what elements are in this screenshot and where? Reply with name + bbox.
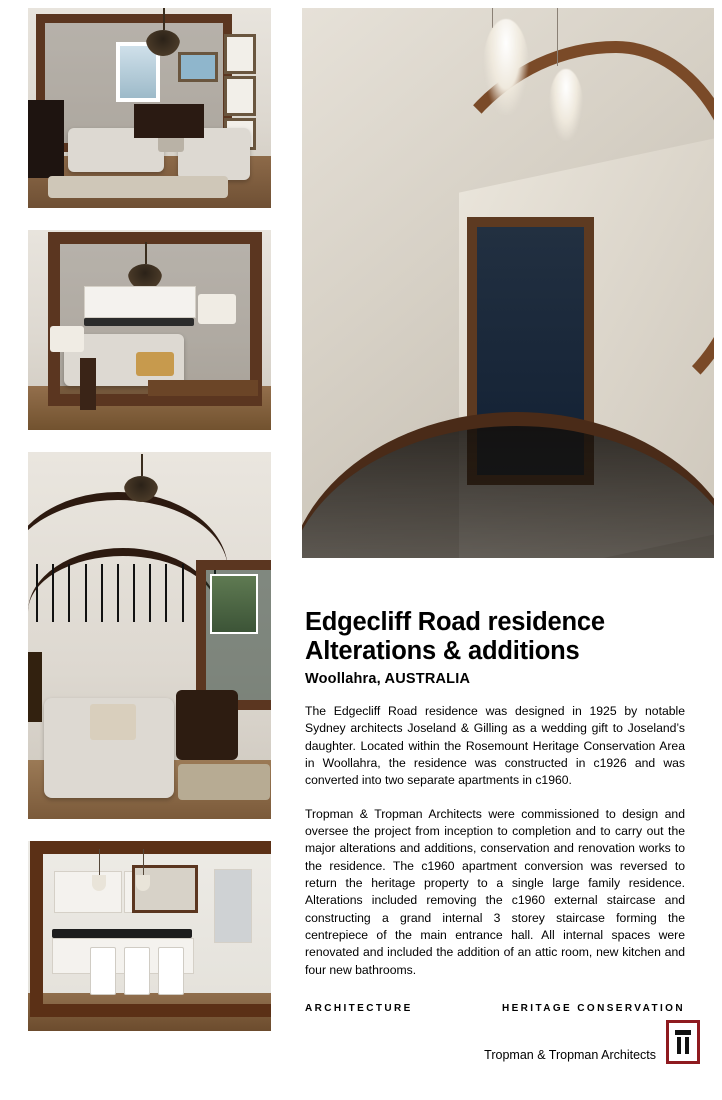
page-title-line2: Alterations & additions — [305, 636, 580, 665]
photo-entrance-hall-with-staircase — [28, 452, 271, 819]
service-architecture: ARCHITECTURE — [305, 1003, 413, 1015]
photo-new-kitchen — [28, 841, 271, 1031]
services-list — [305, 1003, 685, 1014]
footer-practice-name: Tropman & Tropman Architects — [484, 1048, 656, 1062]
page-title — [305, 608, 685, 665]
footer — [0, 1020, 722, 1090]
photo-column — [28, 8, 271, 1049]
photo-grand-internal-staircase-hero — [302, 8, 714, 558]
article-text — [305, 608, 685, 1014]
tropman-logo — [666, 1020, 700, 1064]
paragraph-2: Tropman & Tropman Architects were commissioned to design and oversee the project from inception to completion and to carry out the major alterations and additions, conservation and renovation works to the residence. The c1960 apartment conversion was reversed to return the heritage property to a single large family residence. Alterations included removing the c1960 external staircase and constructing a grand internal 3 storey staircase forming the centrepiece of the main entrance hall. All internal spaces were renovated and included the addition of an attic room, new kitchen and four new bathrooms. — [305, 806, 685, 977]
paragraph-1: The Edgecliff Road residence was designed in 1925 by notable Sydney architects Joseland & Gilling as a wedding gift to Joseland’s daughter. Located within the Rosemount Heritage Conservation Area in Woollahra, the residence was constructed in c1926 and was converted into two separate apartments in c1960. — [305, 704, 685, 788]
service-heritage-conservation: HERITAGE CONSERVATION — [501, 1003, 685, 1015]
photo-living-room-with-mirror — [28, 8, 271, 208]
page-subtitle-location: Woollahra, AUSTRALIA — [305, 671, 471, 688]
page-title-line1: Edgecliff Road residence — [305, 608, 605, 636]
logo-mark-icon — [675, 1030, 691, 1054]
photo-living-room-towards-kitchen — [28, 230, 271, 430]
